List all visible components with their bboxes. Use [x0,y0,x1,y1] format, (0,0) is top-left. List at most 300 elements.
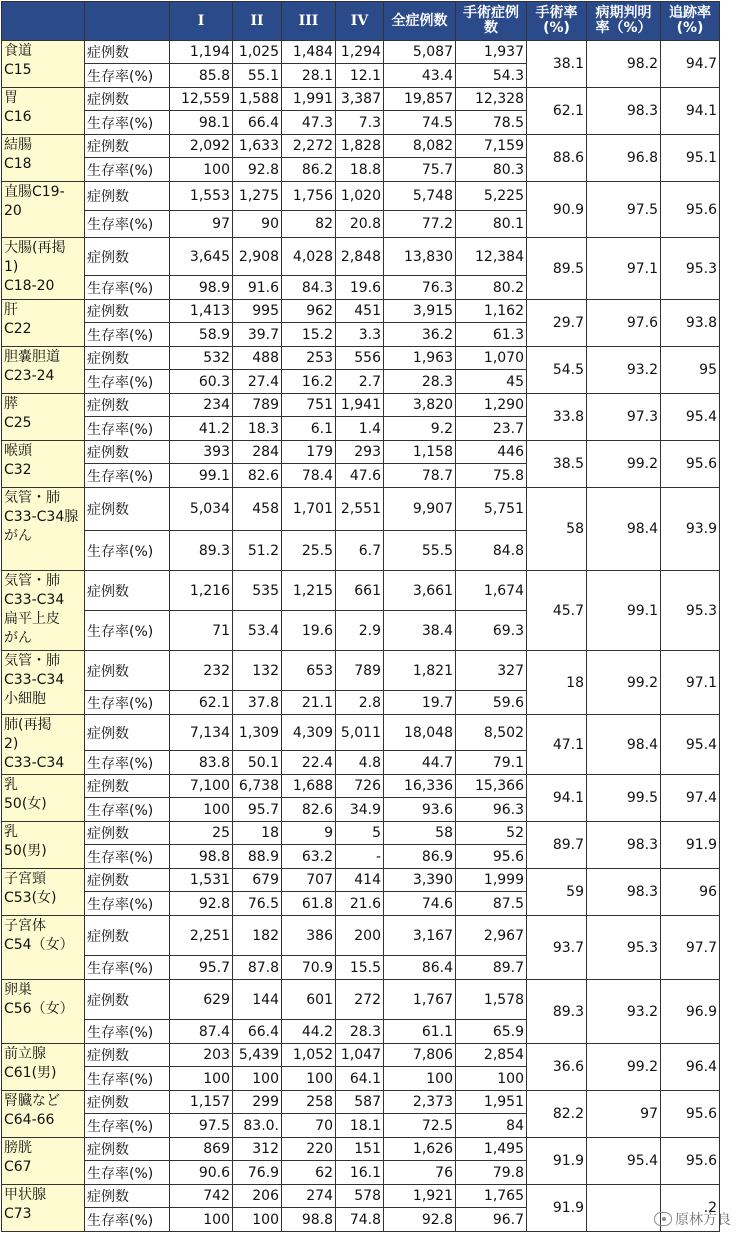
cases-cell: 1,941 [336,394,384,417]
survival-cell: 82.6 [282,798,336,822]
cases-cell: 132 [233,651,282,691]
metric-label-survival: 生存率(%) [85,323,170,347]
followup-rate-cell: .2 [661,1185,720,1232]
metric-label-cases: 症例数 [85,1138,170,1161]
cases-cell: 8,082 [384,135,456,158]
header-surgery-rate: 手術率(%) [527,2,587,41]
cases-cell: 58 [384,822,456,845]
survival-cell: 54.3 [456,64,527,88]
pathology-rate-cell: 99.1 [587,571,661,651]
cases-cell: 1,633 [233,135,282,158]
cases-cell: 2,854 [456,1044,527,1067]
metric-label-cases: 症例数 [85,182,170,211]
metric-label-cases: 症例数 [85,1044,170,1067]
cases-cell: 707 [282,869,336,892]
survival-cell: 60.3 [170,370,233,394]
table-row [2,182,720,211]
metric-label-cases: 症例数 [85,441,170,464]
surgery-rate-cell: 29.7 [527,300,587,347]
survival-cell: 74.5 [384,111,456,135]
pathology-rate-cell: 93.2 [587,980,661,1044]
metric-label-survival: 生存率(%) [85,464,170,488]
surgery-rate-cell: 18 [527,651,587,715]
cases-cell: 179 [282,441,336,464]
survival-cell: 78.5 [456,111,527,135]
cases-cell: 1,821 [384,651,456,691]
cases-cell: 1,290 [456,394,527,417]
table-row [2,980,720,1020]
metric-label-cases: 症例数 [85,394,170,417]
pathology-rate-cell: 98.3 [587,88,661,135]
survival-cell: 100 [170,1067,233,1091]
metric-label-cases: 症例数 [85,1185,170,1208]
table-row [2,394,720,417]
site-cell: 前立腺 C61(男) [2,1044,85,1091]
survival-cell: 86.2 [282,158,336,182]
metric-label-survival: 生存率(%) [85,158,170,182]
survival-cell: 47.3 [282,111,336,135]
metric-label-survival: 生存率(%) [85,64,170,88]
cases-cell: 587 [336,1091,384,1114]
survival-cell: 87.5 [456,892,527,916]
cases-cell: 5 [336,822,384,845]
cases-cell: 274 [282,1185,336,1208]
cases-cell: 12,384 [456,238,527,276]
cases-cell: 535 [233,571,282,611]
cases-cell: 1,158 [384,441,456,464]
survival-cell: 28.1 [282,64,336,88]
cases-cell: 16,336 [384,775,456,798]
cases-cell: 1,588 [233,88,282,111]
cases-cell: 1,999 [456,869,527,892]
cases-cell: 206 [233,1185,282,1208]
cases-cell: 679 [233,869,282,892]
survival-cell: 84.8 [456,531,527,571]
metric-label-survival: 生存率(%) [85,211,170,238]
surgery-rate-cell: 36.6 [527,1044,587,1091]
survival-cell: 89.7 [456,956,527,980]
pathology-rate-cell: 97.1 [587,238,661,300]
survival-cell: 83.0. [233,1114,282,1138]
cases-cell: 2,848 [336,238,384,276]
survival-cell: 25.5 [282,531,336,571]
cases-cell: 1,020 [336,182,384,211]
followup-rate-cell: 95.4 [661,715,720,775]
metric-label-survival: 生存率(%) [85,691,170,715]
survival-cell: 100 [170,158,233,182]
site-cell: 直腸C19- 20 [2,182,85,238]
table-row [2,300,720,323]
survival-cell: 50.1 [233,751,282,775]
survival-cell: 61.8 [282,892,336,916]
metric-label-cases: 症例数 [85,238,170,276]
survival-cell: 100 [233,1067,282,1091]
metric-label-cases: 症例数 [85,347,170,370]
cases-cell: 151 [336,1138,384,1161]
cases-cell: 1,951 [456,1091,527,1114]
cases-cell: 52 [456,822,527,845]
metric-label-survival: 生存率(%) [85,1161,170,1185]
followup-rate-cell: 93.9 [661,488,720,571]
survival-cell: 58.9 [170,323,233,347]
survival-cell: 97.5 [170,1114,233,1138]
surgery-rate-cell: 59 [527,869,587,916]
pathology-rate-cell [587,1185,661,1232]
site-cell: 子宮体 C54（女） [2,916,85,980]
surgery-rate-cell: 38.1 [527,41,587,88]
cases-cell: 12,559 [170,88,233,111]
survival-cell: 21.1 [282,691,336,715]
table-row [2,571,720,611]
cases-cell: 1,484 [282,41,336,64]
table-row [2,775,720,798]
survival-cell: 96.7 [456,1208,527,1232]
cases-cell: 1,937 [456,41,527,64]
survival-cell: 44.2 [282,1020,336,1044]
followup-rate-cell: 95.6 [661,1138,720,1185]
survival-cell: 71 [170,611,233,651]
survival-cell: 83.8 [170,751,233,775]
site-cell: 甲状腺 C73 [2,1185,85,1232]
survival-cell: 74.6 [384,892,456,916]
metric-label-survival: 生存率(%) [85,1020,170,1044]
cases-cell: 18 [233,822,282,845]
survival-cell: 93.6 [384,798,456,822]
cases-cell: 144 [233,980,282,1020]
survival-cell: 84.3 [282,276,336,300]
survival-cell: 77.2 [384,211,456,238]
survival-cell: 76.5 [233,892,282,916]
survival-cell: 34.9 [336,798,384,822]
cases-cell: 5,225 [456,182,527,211]
cases-cell: 220 [282,1138,336,1161]
cases-cell: 653 [282,651,336,691]
survival-cell: 100 [282,1067,336,1091]
cases-cell: 1,157 [170,1091,233,1114]
site-cell: 肝 C22 [2,300,85,347]
survival-cell: 36.2 [384,323,456,347]
followup-rate-cell: 95.1 [661,135,720,182]
cases-cell: 200 [336,916,384,956]
survival-cell: 96.3 [456,798,527,822]
survival-cell: 98.8 [282,1208,336,1232]
pathology-rate-cell: 95.3 [587,916,661,980]
followup-rate-cell: 91.9 [661,822,720,869]
cases-cell: 9,907 [384,488,456,531]
watermark [654,1209,731,1229]
survival-cell: 79.8 [456,1161,527,1185]
cases-cell: 234 [170,394,233,417]
survival-cell: 62.1 [170,691,233,715]
survival-cell: 85.8 [170,64,233,88]
table-row [2,715,720,751]
cases-cell: 4,309 [282,715,336,751]
survival-cell: 12.1 [336,64,384,88]
metric-label-survival: 生存率(%) [85,276,170,300]
survival-cell: 98.1 [170,111,233,135]
cases-cell: 19,857 [384,88,456,111]
cases-cell: 272 [336,980,384,1020]
site-cell: 気管・肺 C33-C34 扁平上皮 がん [2,571,85,651]
cases-cell: 789 [336,651,384,691]
cases-cell: 5,439 [233,1044,282,1067]
cases-cell: 232 [170,651,233,691]
survival-cell: 38.4 [384,611,456,651]
survival-cell: 100 [456,1067,527,1091]
cases-cell: 5,011 [336,715,384,751]
followup-rate-cell: 95.3 [661,238,720,300]
surgery-rate-cell: 82.2 [527,1091,587,1138]
cases-cell: 962 [282,300,336,323]
cases-cell: 3,645 [170,238,233,276]
surgery-rate-cell: 54.5 [527,347,587,394]
cases-cell: 742 [170,1185,233,1208]
table-row [2,441,720,464]
survival-cell: 28.3 [336,1020,384,1044]
survival-cell: 22.4 [282,751,336,775]
survival-cell: 100 [233,1208,282,1232]
survival-cell: 53.4 [233,611,282,651]
header-surgical-cases: 手術症例数 [456,2,527,41]
followup-rate-cell: 96.4 [661,1044,720,1091]
survival-cell: 76.9 [233,1161,282,1185]
survival-cell: 55.5 [384,531,456,571]
site-cell: 卵巣 C56（女） [2,980,85,1044]
cases-cell: 2,967 [456,916,527,956]
metric-label-cases: 症例数 [85,135,170,158]
table-row [2,822,720,845]
survival-cell: 69.3 [456,611,527,651]
survival-cell: 61.3 [456,323,527,347]
survival-cell: 76 [384,1161,456,1185]
survival-cell: 91.6 [233,276,282,300]
survival-cell: 87.4 [170,1020,233,1044]
cases-cell: 726 [336,775,384,798]
survival-cell: - [336,845,384,869]
cases-cell: 1,294 [336,41,384,64]
cases-cell: 312 [233,1138,282,1161]
cases-cell: 5,034 [170,488,233,531]
cases-cell: 253 [282,347,336,370]
pathology-rate-cell: 99.2 [587,441,661,488]
surgery-rate-cell: 90.9 [527,182,587,238]
cases-cell: 12,328 [456,88,527,111]
survival-cell: 98.8 [170,845,233,869]
cases-cell: 1,070 [456,347,527,370]
table-row [2,347,720,370]
survival-cell: 15.2 [282,323,336,347]
pathology-rate-cell: 97 [587,1091,661,1138]
header-row [2,2,720,41]
table-row [2,1044,720,1067]
cases-cell: 15,366 [456,775,527,798]
cases-cell: 8,502 [456,715,527,751]
wechat-icon [654,1212,672,1226]
table-row [2,88,720,111]
site-cell: 乳 50(男) [2,822,85,869]
surgery-rate-cell: 45.7 [527,571,587,651]
cases-cell: 1,626 [384,1138,456,1161]
survival-cell: 43.4 [384,64,456,88]
cases-cell: 393 [170,441,233,464]
site-cell: 気管・肺 C33-C34腺 がん [2,488,85,571]
survival-cell: 86.4 [384,956,456,980]
survival-cell: 55.1 [233,64,282,88]
surgery-rate-cell: 93.7 [527,916,587,980]
survival-cell: 15.5 [336,956,384,980]
site-cell: 膵 C25 [2,394,85,441]
survival-cell: 86.9 [384,845,456,869]
survival-cell: 39.7 [233,323,282,347]
survival-cell: 70.9 [282,956,336,980]
survival-cell: 3.3 [336,323,384,347]
table-row [2,1091,720,1114]
site-cell: 肺(再掲 2) C33-C34 [2,715,85,775]
cases-cell: 414 [336,869,384,892]
survival-cell: 16.2 [282,370,336,394]
metric-label-cases: 症例数 [85,488,170,531]
survival-cell: 19.6 [336,276,384,300]
cases-cell: 629 [170,980,233,1020]
cases-cell: 7,159 [456,135,527,158]
survival-cell: 62 [282,1161,336,1185]
site-cell: 食道 C15 [2,41,85,88]
cases-cell: 1,765 [456,1185,527,1208]
cases-cell: 1,047 [336,1044,384,1067]
metric-label-cases: 症例数 [85,822,170,845]
header-stage-3: III [282,2,336,41]
survival-cell: 74.8 [336,1208,384,1232]
followup-rate-cell: 96.9 [661,980,720,1044]
cases-cell: 1,216 [170,571,233,611]
metric-label-survival: 生存率(%) [85,111,170,135]
cases-cell: 1,495 [456,1138,527,1161]
pathology-rate-cell: 97.6 [587,300,661,347]
cases-cell: 3,167 [384,916,456,956]
survival-cell: 63.2 [282,845,336,869]
survival-cell: 97 [170,211,233,238]
metric-label-cases: 症例数 [85,300,170,323]
pathology-rate-cell: 97.3 [587,394,661,441]
cases-cell: 446 [456,441,527,464]
survival-cell: 95.7 [170,956,233,980]
survival-cell: 75.8 [456,464,527,488]
cases-cell: 1,828 [336,135,384,158]
cases-cell: 6,738 [233,775,282,798]
survival-cell: 82.6 [233,464,282,488]
cases-cell: 488 [233,347,282,370]
cases-cell: 5,087 [384,41,456,64]
pathology-rate-cell: 97.5 [587,182,661,238]
survival-cell: 70 [282,1114,336,1138]
followup-rate-cell: 95.6 [661,1091,720,1138]
followup-rate-cell: 97.4 [661,775,720,822]
cases-cell: 1,756 [282,182,336,211]
header-stage-2: II [233,2,282,41]
pathology-rate-cell: 99.2 [587,1044,661,1091]
cases-cell: 258 [282,1091,336,1114]
followup-rate-cell: 94.7 [661,41,720,88]
survival-cell: 92.8 [384,1208,456,1232]
survival-cell: 45 [456,370,527,394]
metric-label-cases: 症例数 [85,980,170,1020]
cases-cell: 2,251 [170,916,233,956]
pathology-rate-cell: 98.3 [587,822,661,869]
site-cell: 子宮頸 C53(女) [2,869,85,916]
cases-cell: 1,991 [282,88,336,111]
metric-label-survival: 生存率(%) [85,956,170,980]
metric-label-survival: 生存率(%) [85,751,170,775]
metric-label-survival: 生存率(%) [85,798,170,822]
survival-cell: 28.3 [384,370,456,394]
table-row [2,488,720,531]
table-row [2,1138,720,1161]
metric-label-survival: 生存率(%) [85,1208,170,1232]
followup-rate-cell: 95 [661,347,720,394]
followup-rate-cell: 95.3 [661,571,720,651]
table-row [2,238,720,276]
metric-label-cases: 症例数 [85,869,170,892]
survival-cell: 80.2 [456,276,527,300]
survival-cell: 7.3 [336,111,384,135]
survival-cell: 37.8 [233,691,282,715]
metric-label-survival: 生存率(%) [85,417,170,441]
cases-cell: 9 [282,822,336,845]
metric-label-cases: 症例数 [85,651,170,691]
header-followup-rate: 追跡率(%) [661,2,720,41]
table-row [2,41,720,64]
survival-cell: 18.3 [233,417,282,441]
survival-cell: 100 [170,798,233,822]
followup-rate-cell: 95.6 [661,441,720,488]
metric-label-cases: 症例数 [85,88,170,111]
survival-cell: 16.1 [336,1161,384,1185]
survival-cell: 89.3 [170,531,233,571]
followup-rate-cell: 95.4 [661,394,720,441]
metric-label-cases: 症例数 [85,1091,170,1114]
cases-cell: 1,194 [170,41,233,64]
survival-cell: 2.9 [336,611,384,651]
pathology-rate-cell: 98.4 [587,488,661,571]
surgery-rate-cell: 91.9 [527,1185,587,1232]
table-row [2,1185,720,1208]
watermark-text: 原林方良 [675,1212,731,1228]
cases-cell: 3,387 [336,88,384,111]
surgery-rate-cell: 58 [527,488,587,571]
cases-cell: 25 [170,822,233,845]
survival-cell: 18.1 [336,1114,384,1138]
metric-label-survival: 生存率(%) [85,845,170,869]
survival-cell: 65.9 [456,1020,527,1044]
cases-cell: 4,028 [282,238,336,276]
cases-cell: 3,915 [384,300,456,323]
metric-label-cases: 症例数 [85,715,170,751]
surgery-rate-cell: 38.5 [527,441,587,488]
survival-cell: 79.1 [456,751,527,775]
table-body [2,41,720,1232]
cases-cell: 1,531 [170,869,233,892]
surgery-rate-cell: 62.1 [527,88,587,135]
header-pathology-rate: 病期判明率（%） [587,2,661,41]
cases-cell: 7,100 [170,775,233,798]
header-stage-1: I [170,2,233,41]
table-row [2,651,720,691]
cases-cell: 7,806 [384,1044,456,1067]
cases-cell: 1,553 [170,182,233,211]
cases-cell: 3,390 [384,869,456,892]
cases-cell: 293 [336,441,384,464]
site-cell: 結腸 C18 [2,135,85,182]
